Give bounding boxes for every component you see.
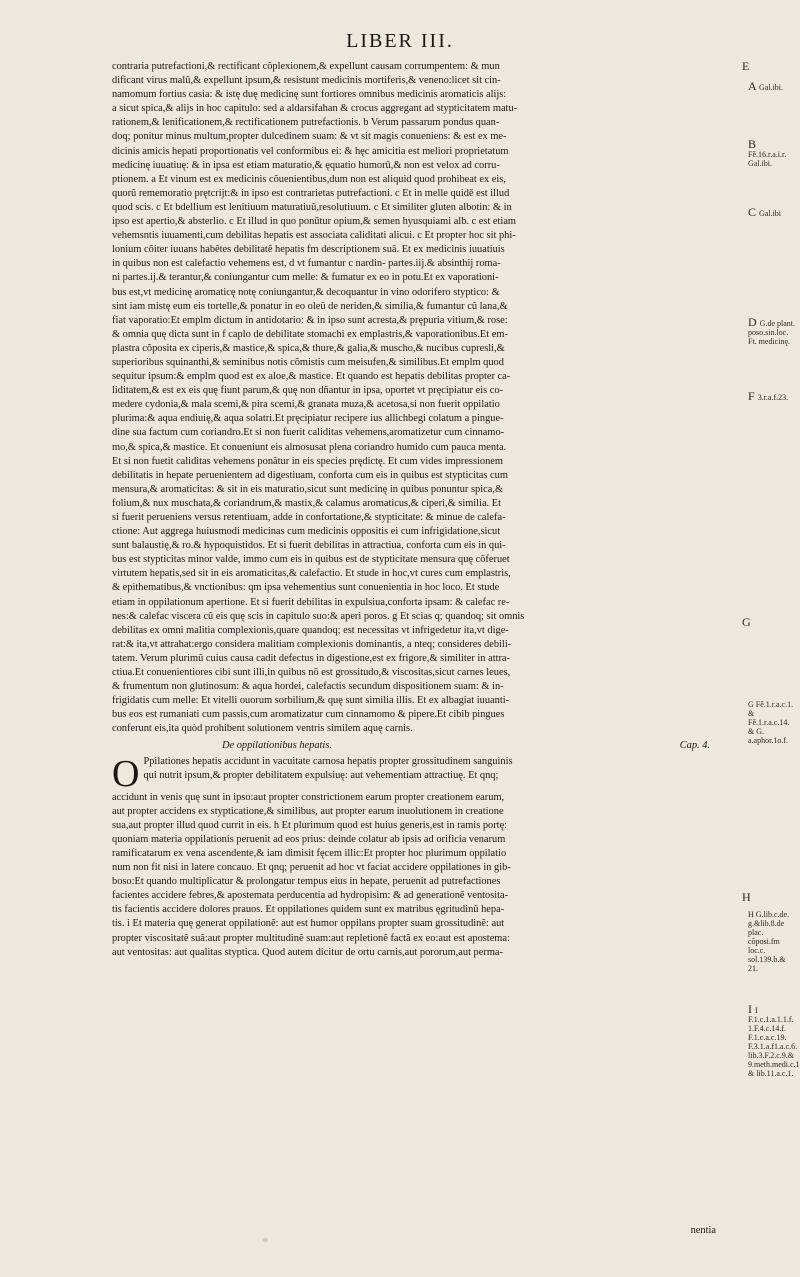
margin-letter: E <box>742 59 750 73</box>
margin-note <box>748 389 796 403</box>
text-line: sunt balaustię,& ro.& hypoquistidos. Et si fuerit debilitas in attractiua, conforta cum eis in qui- <box>112 540 506 552</box>
text-line: rat:& ita,vt attrahat:ergo considera malitiam complexionis dominantis, a nteq; consideres debili- <box>112 638 512 650</box>
text-line: mo,& spica,& mastice. Et conueniunt eis almosusat plena coriandro humido cum pauca menta. <box>112 441 507 453</box>
text-line: bus est,vt medicinę aromaticę notę coniungantur,& decoquantur in vino odorifero styptico: & <box>112 286 500 298</box>
text-line: debilitatis in hepate peruenientem ad digestiuam, conforta cum eis in quibus est stypticitas cum <box>112 469 508 481</box>
text-line: ramificatarum ex vena ascendente,& iam dimisit fęcem illic:Et propter hoc plurimum oppilatio <box>112 847 507 859</box>
margin-note <box>742 890 790 904</box>
text-line: ni partes.ij.& terantur,& coniungantur cum melle: & fumatur ex eo in potu.Et ex vaporationi- <box>112 272 499 284</box>
text-line: contraria putrefactioni,& rectificant cõplexionem,& expellunt causam corrumpentem: & mun <box>112 61 500 72</box>
text-line: dicinis amicis hepati proportionatis vel conformibus ei: & hęc amicitia est meliori proprietatum <box>112 145 509 157</box>
text-line: tatem. Verum plurimũ cuius causa cadit defectus in digestione,est ex frigore,& similiter in attra- <box>112 652 510 664</box>
text-line: tis facientis accidere dolores prauos. Et oppilationes quidem sunt ex matribus ęgritudinũ hepa- <box>112 904 505 916</box>
paragraph-2-first-lines <box>112 755 740 783</box>
paragraph-1 <box>112 60 740 737</box>
text-line: bus est stypticitas minor valde, immo cum eis in quibus est de stypticitate mensura quę cõferuet <box>112 554 510 566</box>
text-line: quorũ rememoratio prętcrijt:& in ipso est contrarietas putrefactioni. c Et in melle quidě est illud <box>112 187 510 199</box>
margin-note-text: Gal.ibi <box>759 209 782 218</box>
margin-note <box>748 1002 800 1078</box>
margin-note-text: I F.1.c.1.a.1.1.f. 1.F.4.c.14.f. F.1.c.a.c.19. F.3.1.a.f1.a.c.6. lib.3.F.2.c.9.& 9.meth.medi.c.1 & lib.11.a.c.1. <box>748 1006 800 1078</box>
text-line: propter viscositatẽ suã:aut propter multitudinẽ suam:aut repletionẽ factã ex eo:aut est apostema: <box>112 932 510 944</box>
main-text <box>112 60 740 960</box>
text-line: medere cydonia,& mala scemi,& pira scemi,& granata muza,& acetosa,si non fuerit oppilatio <box>112 399 500 411</box>
text-line: namomum fortius casia: & istę duę medicinę sunt fortiores omnibus medicinis aromaticis alijs: <box>112 89 507 101</box>
paragraph-2 <box>112 752 740 960</box>
margin-note-text: H G.lib.c.de. g.&lib.8.de plac. cõposi.fm loc.c. sol.139.b.& 21. <box>748 910 790 973</box>
text-line: num non fit nisi in latere concauo. Et qnq; peruenit ad hoc vt faciat accidere oppilationes in gib- <box>112 862 511 874</box>
margin-letter: G <box>742 615 751 629</box>
text-line: bus eos est rumaniati cum passis,cum aromatizatur cum cinnamomo & pipere.Et cibib pingues <box>112 709 505 721</box>
section-heading <box>112 739 740 753</box>
margin-letter: H <box>742 890 751 904</box>
text-line: virtutem hepatis,sed sit in eis aromaticitas,& calefactio. Et stude in hoc,vt cures cum emplastris, <box>112 568 511 580</box>
drop-cap: O <box>112 752 140 795</box>
text-line: a sicut spica,& alijs in hoc capitulo: sed a aldarsifahan & crocus aggregant ad stypticitatem matu- <box>112 103 518 115</box>
text-line: rationem,& lenificationem,& rectificationem putrefactionis. b Verum passarum pondus quan- <box>112 117 500 129</box>
text-line: folium,& nux muschata,& coriandrum,& mastix,& calamus aromaticus,& ciperi,& similia. Et <box>112 497 501 509</box>
text-line: medicinę iuuatiuę: & in ipsa est etiam maturatio,& ęquatio humorũ,& non est velox ad corru- <box>112 159 500 171</box>
margin-note <box>748 700 796 745</box>
margin-note-text: G.de plant. poso.sin.loc. Ft. medicinę. <box>748 319 795 346</box>
text-line: qui nutrit ipsum,& propter debilitatem expulsiuę: aut vehementiam attractiuę. Et qnq; <box>143 769 499 781</box>
text-line: fiat vaporatio:Et emplm dictum in antidotario: & in ipso sunt acresta,& prępuria vitium,& rose: <box>112 314 508 326</box>
margin-note <box>742 59 790 73</box>
margin-note <box>748 910 796 973</box>
margin-letter: A <box>748 79 760 93</box>
text-line: facientes accidere febres,& apostemata perducentia ad hydropisim: & ad generationẽ ventosita- <box>112 890 509 902</box>
margin-letter: I <box>748 1002 755 1016</box>
text-line: & omnia quę dicta sunt in f caplo de debilitate stomachi ex emplastris,& vaporationibus.Et em- <box>112 328 508 340</box>
text-line: ptionem. a Et vinum est ex medicinis cõuenientibus,dum non est aliquid quod prohibeat ex eis, <box>112 173 506 185</box>
text-line: quoniam materia oppilationis peruenit ad eos prius: deinde colatur ab ipsis ad orificia venarum <box>112 833 506 845</box>
text-line: sint iam mistę eum eis tortelle,& ponatur in eo oleũ de neriden,& similia,& fumantur cũ lana,& <box>112 300 508 312</box>
margin-note-text: Gal.ibi. <box>759 83 784 92</box>
text-line: aut ventositas: aut qualitas styptica. Quod autem dicitur de ortu carnis,aut pororum,aut perma- <box>112 946 503 958</box>
text-line: Ppilationes hepatis accidunt in vacuitate carnosa hepatis propter grossitudinem sanguinis <box>143 755 513 767</box>
text-line: dificant virus malũ,& expellunt ipsum,& resistunt medicinis mortiferis,& veneno:licet sit cin- <box>112 75 501 87</box>
section-title: De oppilationibus hepatis. <box>222 739 332 751</box>
text-line: plurima:& aqua endiuię,& aqua solatri.Et pręcipiatur recipere ius allichbegi colatum a pingue- <box>112 413 504 425</box>
margin-note <box>748 315 796 346</box>
margin-letter: D <box>748 315 760 329</box>
margin-letter: B <box>748 137 757 151</box>
margin-note-text: 3.r.a.f.23. <box>757 393 789 402</box>
margin-note-text: Fě.16.r.a.i.r. Gal.ibi. <box>748 150 787 168</box>
text-line: ctiua.Et conuenientiores cibi sunt illi,in quibus nõ est grossitudo,& viscositas,sicut carnes leues, <box>112 667 511 679</box>
text-line: frigidatis cum melle: Et vitelli ouorum sorbilium,& quę sunt similia illis. Et ex albagiat iuuanti- <box>112 695 510 707</box>
text-line: debilitas ex omni malitia complexionis,quare quandoq; est necessitas vt infrigedetur ita,vt dige- <box>112 624 509 636</box>
text-line: liditatem,& est ex eis quę fiunt parum,& quę non dñantur in ipsa, oportet vt pręcipiatur eis co- <box>112 385 503 397</box>
margin-note <box>748 137 796 168</box>
text-line: sequitur ipsum:& emplm quod est ex aloe,& mastice. Et quando est hepatis debilitas propter ca- <box>112 371 511 383</box>
text-line: sua,aut propter illud quod currit in eis. h Et plurimum quod est huius generis,est in ramis portę: <box>112 819 508 831</box>
text-line: in quibus non est calefactio vehemens est, d vt fumantur c nardin- partes.iij.& absinthij roma- <box>112 258 501 270</box>
margin-note <box>742 615 790 629</box>
text-line: doq; ponitur minus multum,propter dulcedinem suam: & vt sit magis conueniens: & est ex me- <box>112 131 507 143</box>
text-line: ipso est apertio,& absterlio. c Et illud in quo ponũtur opium,& semen hyusquiami alb. c est etiam <box>112 216 517 228</box>
text-line: ctione: Aut aggrega huiusmodi medicinas cum medicinis oppositis ei cum infrigidatione,sicut <box>112 526 501 538</box>
text-line: etiam in oppilationum apertione. Et si fuerit debilitas in expulsiua,conforta ipsam: & calefac re- <box>112 596 510 608</box>
text-line: dine sua factum cum coriandro.Et si non fuerit caliditas vehemens,aromatizetur cum cinnamo- <box>112 427 505 439</box>
catchword: nentia <box>690 1225 716 1236</box>
margin-note-text: G Fě.1.r.a.c.1. & Fě.1.r.a.c.14. & G. a.aphor.1o.f. <box>748 700 794 745</box>
text-line: tis. i Et materia quę generat oppilationẽ: aut est humor oppilans propter suam grossitudinẽ: aut <box>112 918 505 930</box>
text-line: aut propter accidens ex stypticatione,& similibus, aut propter earum inuolutionem in creatione <box>112 805 504 817</box>
margin-note <box>748 79 796 93</box>
margin-letter: F <box>748 389 758 403</box>
margin-letter: C <box>748 205 760 219</box>
text-line: lonium cõiter iuuans habẽtes debilitatẽ hepatis fm descriptionem suã. Et ex medicinis iuuatiuis <box>112 244 505 256</box>
text-line: conferunt eis,ita quòd prohibent solutionem ventris similem aquę carnis. <box>112 723 413 735</box>
text-line: accidunt in venis quę sunt in ipso:aut propter constrictionem earum propter creationem earum, <box>112 791 505 803</box>
paper-spot <box>262 1238 268 1242</box>
text-line: superioribus squinanthi,& seminibus notis cõmistis cum meisufen,& similibus.Et emplm quod <box>112 356 504 368</box>
text-line: & epithematibus,& vnctionibus: qm ipsa vehementius sunt conuenientia in hoc loco. Et stude <box>112 582 500 594</box>
text-line: & frumentum non glutinosum: & aqua hordei, calefactis secundum dispositionem suam: & in- <box>112 681 504 693</box>
running-head: LIBER III. <box>346 30 454 52</box>
chapter-number: Cap. 4. <box>679 739 710 751</box>
text-line: si fuerit perueniens versus retentiuam, adde in confortatione,& stypticitate: & minue de calefa- <box>112 512 506 523</box>
margin-note <box>748 205 796 219</box>
text-line: quod scis. c Et bdellium est lenitiuum maturatiuũ,resolutiuum. c Et similiter gluten albotin: & in <box>112 201 512 213</box>
text-line: vehemsntis iuuamenti,cum debilitas hepatis est associata caliditati alicui. c Et propter hoc sit phi- <box>112 230 516 242</box>
text-line: Et si non fuetit caliditas vehemens ponãtur in eis species prędictę. Et cum vides impressionem <box>112 455 503 467</box>
text-line: boso:Et quando multiplicatur & prolongatur tempus eius in hepate, peruenit ad putrefactiones <box>112 876 501 888</box>
text-line: mensura,& aromaticitas: & sit in eis maturatio,sicut sunt medicinę in quibus ponuntur spica,& <box>112 483 504 495</box>
text-line: nes:& calefac viscera cũ eis quę scis in capitulo suo:& aperi poros. g Et scias q; quandoq; sit omnis <box>112 610 525 622</box>
text-line: plastra cõposita ex ciperis,& mastice,& spica,& thure,& galia,& muscho,& nucibus cupresli,& <box>112 342 505 354</box>
paragraph-2-lines <box>112 791 740 960</box>
